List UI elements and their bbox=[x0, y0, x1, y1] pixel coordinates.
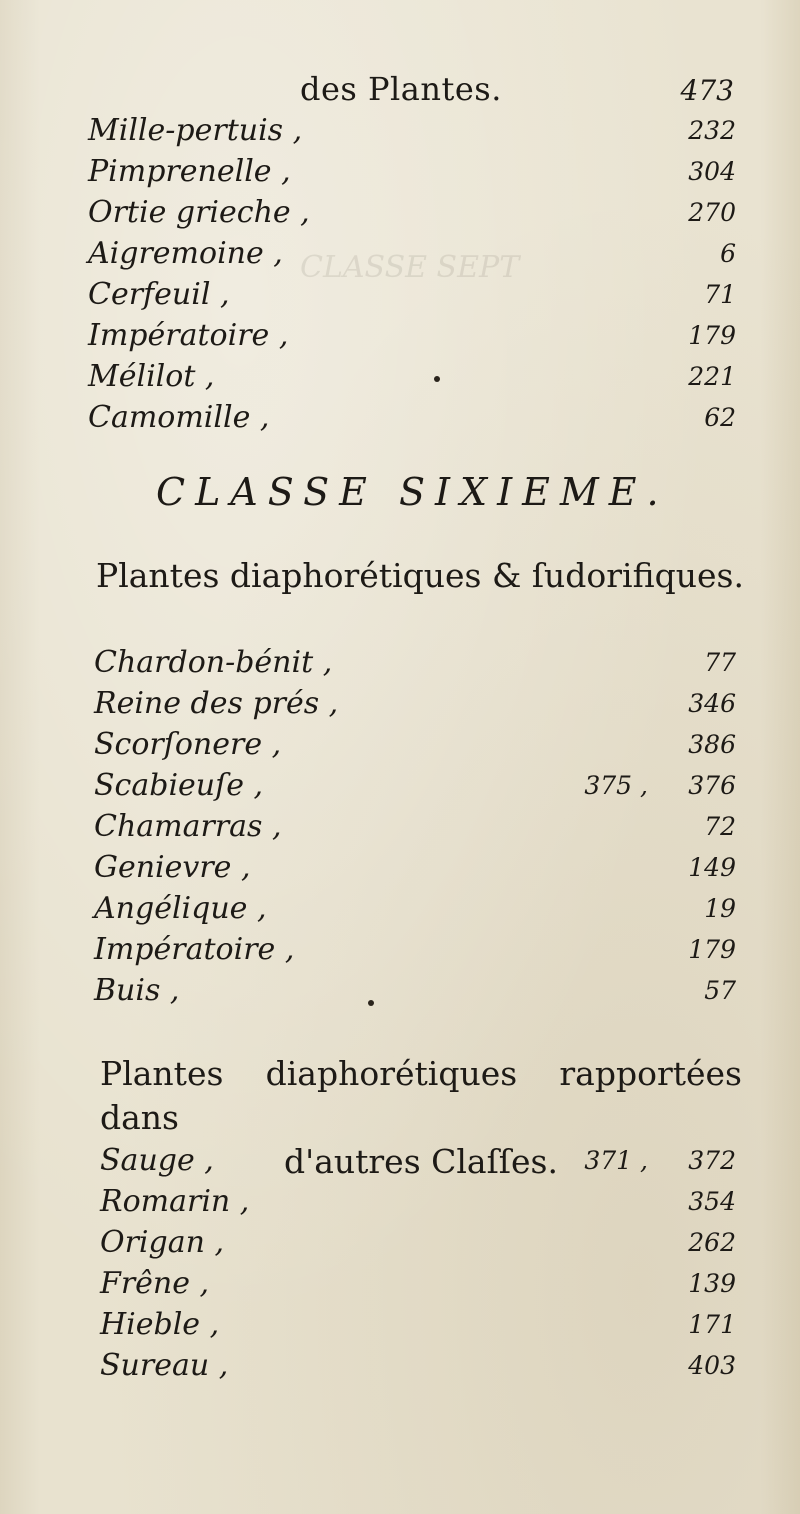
plant-name: Reine des prés , bbox=[94, 686, 339, 721]
page-ref: 403 bbox=[688, 1351, 736, 1380]
list-item bbox=[0, 1263, 800, 1304]
running-title: des Plantes. bbox=[300, 70, 502, 108]
plant-name: Origan , bbox=[100, 1225, 225, 1260]
section-heading-line2: d'autres Claſſes. bbox=[284, 1142, 558, 1181]
page-ref: 71 bbox=[704, 280, 736, 309]
plant-name: Angélique , bbox=[94, 891, 267, 926]
page-header bbox=[0, 60, 800, 110]
page-ref: 346 bbox=[688, 689, 736, 718]
page-ref: 179 bbox=[688, 935, 736, 964]
page-ref: 354 bbox=[688, 1187, 736, 1216]
list-item bbox=[0, 397, 800, 438]
ink-speck bbox=[368, 1000, 374, 1006]
list-item bbox=[0, 683, 800, 724]
plant-name: Ortie grieche , bbox=[88, 195, 310, 230]
page-ref: 221 bbox=[688, 362, 736, 391]
list-item bbox=[0, 192, 800, 233]
plant-name: Camomille , bbox=[88, 400, 270, 435]
plant-name: Cerfeuil , bbox=[88, 277, 230, 312]
plant-name: Genievre , bbox=[94, 850, 251, 885]
section-heading-line1: Plantes diaphorétiques rapportées dans bbox=[100, 1054, 742, 1137]
list-item bbox=[0, 110, 800, 151]
list-item bbox=[0, 233, 800, 274]
page-ref: 376 bbox=[688, 771, 736, 800]
plant-name: Chardon-bénit , bbox=[94, 645, 333, 680]
plant-list-2 bbox=[0, 642, 800, 1011]
list-item bbox=[0, 274, 800, 315]
list-item bbox=[0, 765, 800, 806]
book-page: CLASSE SEPT des Plantes. 473 Mille-pertuis , 232 Pimprenelle , 304 Ortie grieche , 270 Aigremoine , 6 Cerfeuil , 71 Impératoire , 179 Mélilot , 221 Camomille , 62 CLASSE SIXIEME. Plantes diaphorétiques & ſudorifiques. Chardon-bénit , 77 Reine des prés , 346 Scorſonere , 386 Scabieuſe , 375 , 376 Chamarras , 72 Genievre , 149 Angélique , 19 Impératoire , 179 Buis , 57 Plantes diaphorétiques rapportées dans d'autres Claſſes. Sauge , 371 , 372 Romarin , 354 Origan , 262 Frêne , 139 Hieble , 171 Sureau , 403 bbox=[0, 0, 800, 1514]
plant-name: Sauge , bbox=[100, 1143, 214, 1178]
page-ref: 57 bbox=[704, 976, 736, 1005]
page-ref: 77 bbox=[704, 648, 736, 677]
page-number: 473 bbox=[680, 74, 734, 107]
page-ref: 262 bbox=[688, 1228, 736, 1257]
page-ref: 72 bbox=[704, 812, 736, 841]
plant-name: Aigremoine , bbox=[88, 236, 283, 271]
list-item bbox=[0, 970, 800, 1011]
list-item bbox=[0, 642, 800, 683]
list-item bbox=[0, 806, 800, 847]
plant-name: Buis , bbox=[94, 973, 180, 1008]
plant-name: Pimprenelle , bbox=[88, 154, 291, 189]
page-ref: 149 bbox=[688, 853, 736, 882]
plant-name: Impératoire , bbox=[94, 932, 295, 967]
list-item bbox=[0, 151, 800, 192]
list-item bbox=[0, 315, 800, 356]
list-item bbox=[0, 724, 800, 765]
list-item bbox=[0, 356, 800, 397]
plant-name: Scorſonere , bbox=[94, 727, 282, 762]
plant-list-3 bbox=[0, 1140, 800, 1386]
page-ref-extra: 375 , bbox=[584, 771, 648, 800]
plant-name: Mille-pertuis , bbox=[88, 113, 303, 148]
list-item bbox=[0, 1222, 800, 1263]
class-title: CLASSE SIXIEME. bbox=[156, 470, 669, 514]
list-item bbox=[0, 1181, 800, 1222]
page-ref: 62 bbox=[704, 403, 736, 432]
plant-name: Romarin , bbox=[100, 1184, 250, 1219]
list-item bbox=[0, 929, 800, 970]
page-ref: 372 bbox=[688, 1146, 736, 1175]
page-ref: 304 bbox=[688, 157, 736, 186]
list-item bbox=[0, 888, 800, 929]
page-ref: 179 bbox=[688, 321, 736, 350]
list-item bbox=[0, 1345, 800, 1386]
plant-name: Scabieuſe , bbox=[94, 768, 264, 803]
section-heading: Plantes diaphorétiques & ſudorifiques. bbox=[96, 556, 744, 595]
list-item bbox=[0, 847, 800, 888]
plant-name: Hieble , bbox=[100, 1307, 220, 1342]
page-ref: 386 bbox=[688, 730, 736, 759]
ink-speck bbox=[434, 376, 440, 382]
page-ref: 139 bbox=[688, 1269, 736, 1298]
plant-name: Chamarras , bbox=[94, 809, 282, 844]
plant-name: Impératoire , bbox=[88, 318, 289, 353]
plant-name: Mélilot , bbox=[88, 359, 215, 394]
plant-name: Sureau , bbox=[100, 1348, 229, 1383]
page-ref: 19 bbox=[704, 894, 736, 923]
plant-list-1 bbox=[0, 110, 800, 438]
plant-name: Frêne , bbox=[100, 1266, 210, 1301]
page-ref: 270 bbox=[688, 198, 736, 227]
page-ref: 171 bbox=[688, 1310, 736, 1339]
page-ref: 6 bbox=[720, 239, 736, 268]
list-item bbox=[0, 1140, 800, 1181]
list-item bbox=[0, 1304, 800, 1345]
page-ref-extra: 371 , bbox=[584, 1146, 648, 1175]
page-ref: 232 bbox=[688, 116, 736, 145]
